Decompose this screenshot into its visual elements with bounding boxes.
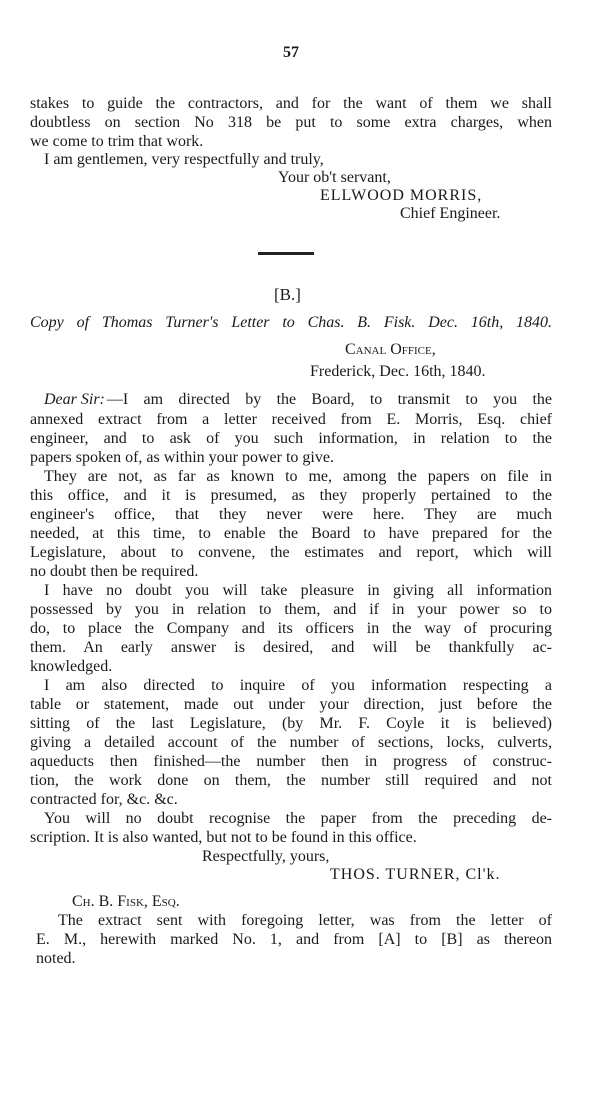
- text-line: papers spoken of, as within your power to give.: [30, 449, 334, 466]
- text-line: aqueducts then finished—the number then in progress of construc-: [30, 753, 552, 770]
- text-line: The extract sent with foregoing letter, was from the letter of: [58, 912, 552, 929]
- text-line: contracted for, &c. &c.: [30, 791, 178, 808]
- text-line: tion, the work done on them, the number still required and not: [30, 772, 552, 789]
- text-line: them. An early answer is desired, and will be thankfully ac-: [30, 639, 552, 656]
- text-line: this office, and it is presumed, as they properly pertained to the: [30, 487, 552, 504]
- text-line: E. M., herewith marked No. 1, and from [A] to [B] as thereon: [36, 931, 552, 948]
- salutation-line: [44, 391, 552, 409]
- address-place-date: Frederick, Dec. 16th, 1840.: [310, 363, 486, 380]
- signature-title: Chief Engineer.: [400, 205, 501, 222]
- text-line: You will no doubt recognise the paper from the preceding de-: [44, 810, 552, 827]
- page-number: 57: [283, 44, 299, 61]
- text-line: knowledged.: [30, 658, 113, 675]
- text-line: scription. It is also wanted, but not to be found in this office.: [30, 829, 417, 846]
- text-line: table or statement, made out under your direction, just before the: [30, 696, 552, 713]
- letter-closing: Respectfully, yours,: [202, 848, 330, 865]
- text-line: They are not, as far as known to me, among the papers on file in: [44, 468, 552, 485]
- text-line: we come to trim that work.: [30, 133, 204, 150]
- salutation: Dear Sir:: [44, 391, 105, 408]
- text-line: needed, at this time, to enable the Board to have prepared for the: [30, 525, 552, 542]
- addressee: Ch. B. Fisk, Esq.: [72, 893, 180, 910]
- text-line: stakes to guide the contractors, and for the want of them we shall: [30, 95, 552, 112]
- signature: ELLWOOD MORRIS,: [320, 187, 483, 204]
- text-line: giving a detailed account of the number of sections, locks, culverts,: [30, 734, 552, 751]
- valediction: Your ob't servant,: [278, 169, 391, 186]
- text-line: I have no doubt you will take pleasure in giving all information: [44, 582, 552, 599]
- text-line: I am also directed to inquire of you information respecting a: [44, 677, 552, 694]
- text-line: doubtless on section No 318 be put to some extra charges, when: [30, 114, 552, 131]
- letter-signature: THOS. TURNER, Cl'k.: [330, 866, 501, 883]
- text-line: noted.: [36, 950, 76, 967]
- text-line: annexed extract from a letter received from E. Morris, Esq. chief: [30, 411, 552, 428]
- section-divider: [258, 252, 314, 255]
- section-label: [B.]: [274, 285, 301, 304]
- text-line: engineer, and to ask of you such information, in relation to the: [30, 430, 552, 447]
- address-office: Canal Office,: [345, 341, 436, 358]
- closing-line: I am gentlemen, very respectfully and truly,: [44, 151, 324, 168]
- text-line: do, to place the Company and its officers in the way of procuring: [30, 620, 552, 637]
- text-line: no doubt then be required.: [30, 563, 199, 580]
- text-line: engineer's office, that they never were here. They are much: [30, 506, 552, 523]
- text-line: —I am directed by the Board, to transmit to you the: [106, 391, 552, 408]
- text-line: Legislature, about to convene, the estimates and report, which will: [30, 544, 552, 561]
- letter-heading: Copy of Thomas Turner's Letter to Chas. B. Fisk. Dec. 16th, 1840.: [30, 314, 552, 331]
- text-line: sitting of the last Legislature, (by Mr. F. Coyle it is believed): [30, 715, 552, 732]
- text-line: possessed by you in relation to them, and if in your power so to: [30, 601, 552, 618]
